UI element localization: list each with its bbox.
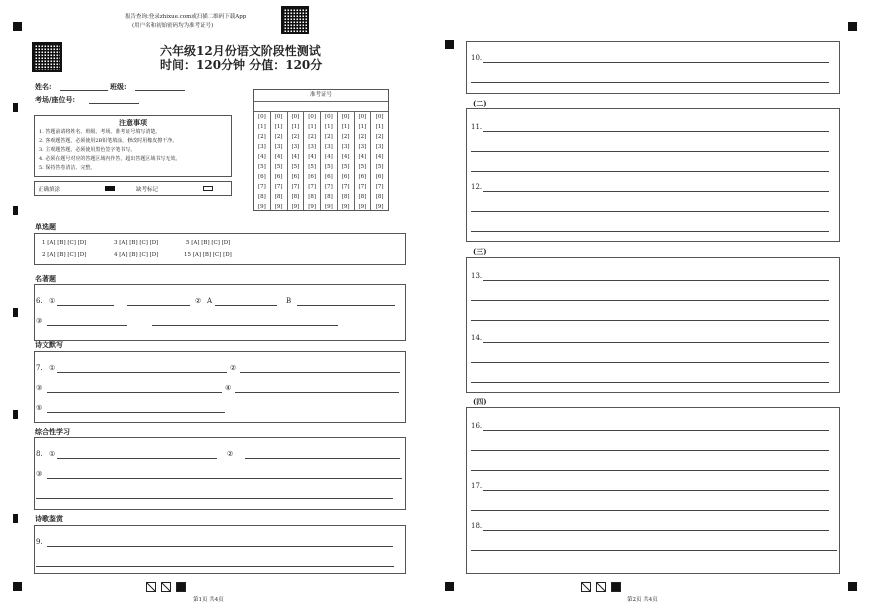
exam-id-digit-bubble[interactable]: [2] [257,134,266,140]
exam-id-digit-bubble[interactable]: [5] [358,164,367,170]
exam-id-digit-bubble[interactable]: [6] [257,174,266,180]
section-part-4: (四) [473,397,487,406]
poem-recite-box [34,351,406,423]
exam-id-digit-bubble[interactable]: [4] [324,154,333,160]
exam-id-digit-bubble[interactable]: [2] [358,134,367,140]
question-number-10: 10. [471,54,483,62]
room-seat-field[interactable] [89,103,139,104]
section-part-2: (二) [473,99,487,108]
exam-id-digit-bubble[interactable]: [0] [291,114,300,120]
exam-id-digit-bubble[interactable]: [5] [341,164,350,170]
classics-box [34,284,406,341]
answer-line[interactable] [471,82,829,83]
exam-id-digit-bubble[interactable]: [6] [341,174,350,180]
exam-id-digit-bubble[interactable]: [9] [291,204,300,210]
answer-line[interactable] [36,498,393,499]
answer-line[interactable] [57,372,227,373]
name-label: 姓名: [35,82,52,91]
exam-id-digit-bubble[interactable]: [7] [358,184,367,190]
page-id-box [581,582,591,592]
exam-id-digit-bubble[interactable]: [7] [308,184,317,190]
part4-box [466,407,840,574]
exam-id-digit-bubble[interactable]: [2] [291,134,300,140]
exam-id-column [355,112,372,210]
exam-id-digit-bubble[interactable]: [2] [375,134,384,140]
part2-box [466,108,840,242]
class-label: 班级: [110,82,127,91]
section-single-choice: 单选题 [35,222,56,231]
exam-id-digit-bubble[interactable]: [5] [274,164,283,170]
exam-id-column [271,112,288,210]
exam-id-digit-bubble[interactable]: [0] [358,114,367,120]
exam-id-digit-bubble[interactable]: [8] [274,194,283,200]
exam-id-digit-bubble[interactable]: [6] [358,174,367,180]
exam-id-digit-bubble[interactable]: [1] [341,124,350,130]
exam-id-digit-bubble[interactable]: [3] [257,144,266,150]
exam-id-column [254,112,271,210]
exam-id-digit-bubble[interactable]: [9] [257,204,266,210]
exam-id-digit-bubble[interactable]: [4] [375,154,384,160]
exam-id-digit-bubble[interactable]: [8] [375,194,384,200]
answer-line[interactable] [471,320,829,321]
exam-id-digit-bubble[interactable]: [8] [324,194,333,200]
answer-line[interactable] [36,566,394,567]
notes-title: 注意事项 [119,118,147,127]
exam-id-digit-bubble[interactable]: [1] [375,124,384,130]
exam-id-digit-bubble[interactable]: [4] [308,154,317,160]
exam-title: 六年级12月份语文阶段性测试 [160,44,321,58]
corner-mark-top-right [848,22,857,31]
exam-id-digit-bubble[interactable]: [0] [257,114,266,120]
exam-id-column [321,112,338,210]
exam-id-digit-bubble[interactable]: [8] [308,194,317,200]
exam-id-digit-bubble[interactable]: [1] [291,124,300,130]
section-poem-recite: 诗文默写 [35,340,63,349]
part3-box [466,257,840,393]
exam-time-score: 时间：120分钟 分值：120分 [160,58,323,72]
section-poetry-appreciation: 诗歌鉴赏 [35,514,63,523]
exam-id-digit-bubble[interactable]: [9] [375,204,384,210]
exam-id-digit-bubble[interactable]: [0] [341,114,350,120]
exam-id-column [304,112,321,210]
answer-line[interactable] [483,131,829,132]
exam-id-digit-bubble[interactable]: [3] [324,144,333,150]
page-id-box-filled [611,582,621,592]
exam-id-digit-bubble[interactable]: [5] [324,164,333,170]
timing-mark [13,206,18,215]
class-field[interactable] [135,90,185,91]
exam-id-digit-bubble[interactable]: [8] [257,194,266,200]
answer-line[interactable] [483,280,829,281]
question-number-9: 9. [36,538,43,546]
exam-id-digit-bubble[interactable]: [6] [324,174,333,180]
exam-id-digit-bubble[interactable]: [9] [308,204,317,210]
answer-line[interactable] [47,325,127,326]
exam-id-digit-bubble[interactable]: [1] [257,124,266,130]
notes-item: 1. 答题前请将姓名、班级、考场、准考证号填写清楚。 [39,129,161,135]
absent-mark-label: 缺考标记 [136,187,159,193]
comprehensive-box [34,437,406,510]
answer-line[interactable] [483,342,829,343]
exam-id-digit-bubble[interactable]: [9] [358,204,367,210]
exam-id-digit-bubble[interactable]: [7] [341,184,350,190]
answer-line[interactable] [471,450,829,451]
exam-id-digit-bubble[interactable]: [3] [341,144,350,150]
exam-id-digit-bubble[interactable]: [6] [274,174,283,180]
answer-line[interactable] [483,62,829,63]
filled-bubble-icon [105,186,115,191]
answer-line[interactable] [57,458,217,459]
exam-id-digit-bubble[interactable]: [2] [324,134,333,140]
exam-id-digit-bubble[interactable]: [7] [324,184,333,190]
exam-id-digit-bubble[interactable]: [5] [375,164,384,170]
fill-legend-box [34,181,232,196]
page-number: 第2页 共4页 [627,597,658,603]
answer-line[interactable] [471,510,829,511]
blank-marker: ② [227,450,234,458]
name-field[interactable] [60,90,108,91]
exam-id-digit-bubble[interactable]: [2] [274,134,283,140]
exam-id-digit-bubble[interactable]: [4] [358,154,367,160]
question-number-16: 16. [471,422,483,430]
answer-line[interactable] [240,372,400,373]
exam-id-digit-bubble[interactable]: [4] [291,154,300,160]
exam-id-digit-bubble[interactable]: [0] [375,114,384,120]
exam-id-digit-bubble[interactable]: [8] [291,194,300,200]
choice-q15[interactable]: 15 [A] [B] [C] [D] [184,252,232,258]
exam-id-digit-bubble[interactable]: [7] [257,184,266,190]
corner-mark-bottom-left [13,582,22,591]
timing-mark [13,103,18,112]
answer-line[interactable] [483,430,829,431]
exam-id-digit-bubble[interactable]: [3] [358,144,367,150]
notes-box [34,115,232,177]
timing-mark [13,308,18,317]
answer-line[interactable] [47,546,393,547]
exam-id-digit-bubble[interactable]: [3] [274,144,283,150]
answer-line[interactable] [471,231,829,232]
answer-line[interactable] [297,305,395,306]
question-number-13: 13. [471,272,483,280]
choice-q3[interactable]: 3 [A] [B] [C] [D] [114,240,159,246]
page-id-box [161,582,171,592]
blank-marker: ③ [36,470,43,478]
answer-line[interactable] [152,325,338,326]
exam-id-digit-bubble[interactable]: [6] [291,174,300,180]
exam-id-digit-bubble[interactable]: [4] [257,154,266,160]
exam-id-digit-bubble[interactable]: [4] [341,154,350,160]
answer-line[interactable] [483,490,829,491]
answer-line[interactable] [483,191,829,192]
timing-mark-bottom-center [445,582,454,591]
exam-id-digit-bubble[interactable]: [6] [375,174,384,180]
absent-mark-box[interactable] [203,186,213,191]
exam-id-digit-bubble[interactable]: [9] [341,204,350,210]
single-choice-box [34,233,406,265]
notes-item: 3. 主观题答题，必须使用黑色签字笔书写。 [39,147,136,153]
blank-marker: ④ [225,384,232,392]
blank-marker: ① [49,450,56,458]
exam-id-write-row[interactable] [254,102,388,112]
poetry-appreciation-box [34,525,406,574]
page-id-box [146,582,156,592]
question-number-7: 7. [36,364,43,372]
choice-q2[interactable]: 2 [A] [B] [C] [D] [42,252,87,258]
answer-line[interactable] [471,382,829,383]
answer-line[interactable] [471,211,829,212]
choice-q1[interactable]: 1 [A] [B] [C] [D] [42,240,87,246]
exam-id-digit-bubble[interactable]: [9] [324,204,333,210]
answer-line[interactable] [47,412,225,413]
blank-marker: ③ [36,317,43,325]
question-number-18: 18. [471,522,483,530]
q10-box [466,41,840,94]
blank-marker: ① [49,297,56,305]
blank-marker: A [207,297,213,305]
answer-line[interactable] [471,362,829,363]
answer-line[interactable] [471,470,829,471]
exam-id-digit-bubble[interactable]: [5] [257,164,266,170]
question-number-6: 6. [36,297,43,305]
blank-marker: ③ [36,384,43,392]
exam-id-digit-bubble[interactable]: [8] [341,194,350,200]
exam-id-digit-bubble[interactable]: [2] [308,134,317,140]
corner-mark-bottom-right [848,582,857,591]
choice-q5[interactable]: 5 [A] [B] [C] [D] [186,240,231,246]
answer-line[interactable] [471,171,829,172]
blank-marker: ⑤ [36,404,43,412]
corner-mark-top-left [13,22,22,31]
answer-line[interactable] [127,305,190,306]
answer-line[interactable] [57,305,114,306]
question-number-8: 8. [36,450,43,458]
notes-item: 5. 保持答卷清洁、完整。 [39,165,96,171]
exam-id-title: 准考证号 [254,90,388,102]
answer-line[interactable] [47,392,222,393]
page-number: 第1页 共4页 [193,597,224,603]
exam-id-digit-bubble[interactable]: [0] [324,114,333,120]
section-part-3: (三) [473,247,487,256]
exam-id-digit-bubble[interactable]: [1] [308,124,317,130]
exam-id-digit-bubble[interactable]: [6] [308,174,317,180]
timing-mark-top-center [445,40,454,49]
section-comprehensive: 综合性学习 [35,427,70,436]
page-id-box [596,582,606,592]
exam-id-grid [253,89,389,211]
exam-id-digit-bubble[interactable]: [4] [274,154,283,160]
answer-line[interactable] [471,300,829,301]
question-number-17: 17. [471,482,483,490]
exam-id-digit-bubble[interactable]: [1] [358,124,367,130]
exam-id-digit-bubble[interactable]: [3] [375,144,384,150]
answer-line[interactable] [471,151,829,152]
blank-marker: ① [49,364,56,372]
qr-code-icon [32,42,62,72]
blank-marker: ② [230,364,237,372]
report-notice: 报告查询:登录zhixue.com或扫描二维码下载App [125,14,247,20]
answer-line[interactable] [47,478,402,479]
exam-id-bubble-area[interactable] [254,112,388,210]
notes-item: 2. 客观题答题，必须使用2B铅笔填涂，修改时用橡皮擦干净。 [39,138,178,144]
answer-line[interactable] [471,550,837,551]
blank-marker: ② [195,297,202,305]
exam-id-column [371,112,388,210]
exam-id-digit-bubble[interactable]: [0] [274,114,283,120]
blank-marker: B [286,297,292,305]
exam-id-digit-bubble[interactable]: [9] [274,204,283,210]
exam-id-digit-bubble[interactable]: [7] [274,184,283,190]
exam-id-digit-bubble[interactable]: [1] [324,124,333,130]
exam-id-digit-bubble[interactable]: [2] [341,134,350,140]
exam-id-digit-bubble[interactable]: [1] [274,124,283,130]
answer-line[interactable] [483,530,829,531]
exam-id-digit-bubble[interactable]: [5] [291,164,300,170]
question-number-12: 12. [471,183,483,191]
timing-mark [13,410,18,419]
page-id-box-filled [176,582,186,592]
notes-item: 4. 必须在题号对应的答题区域内作答，超出答题区域书写无效。 [39,156,181,162]
question-number-14: 14. [471,334,483,342]
answer-line[interactable] [235,392,399,393]
answer-line[interactable] [245,458,400,459]
password-notice: (用户名和初始密码均为准考证号) [132,23,214,29]
exam-id-digit-bubble[interactable]: [7] [291,184,300,190]
section-classics: 名著题 [35,274,56,283]
timing-mark [13,514,18,523]
exam-id-column [288,112,305,210]
exam-id-digit-bubble[interactable]: [5] [308,164,317,170]
exam-id-column [338,112,355,210]
room-seat-label: 考场/座位号: [35,95,76,104]
question-number-11: 11. [471,123,483,131]
qr-code-icon [281,6,309,34]
exam-id-digit-bubble[interactable]: [3] [291,144,300,150]
exam-id-digit-bubble[interactable]: [7] [375,184,384,190]
exam-id-digit-bubble[interactable]: [8] [358,194,367,200]
exam-id-digit-bubble[interactable]: [3] [308,144,317,150]
correct-fill-label: 正确填涂 [38,187,61,193]
answer-line[interactable] [215,305,277,306]
choice-q4[interactable]: 4 [A] [B] [C] [D] [114,252,159,258]
exam-id-digit-bubble[interactable]: [0] [308,114,317,120]
